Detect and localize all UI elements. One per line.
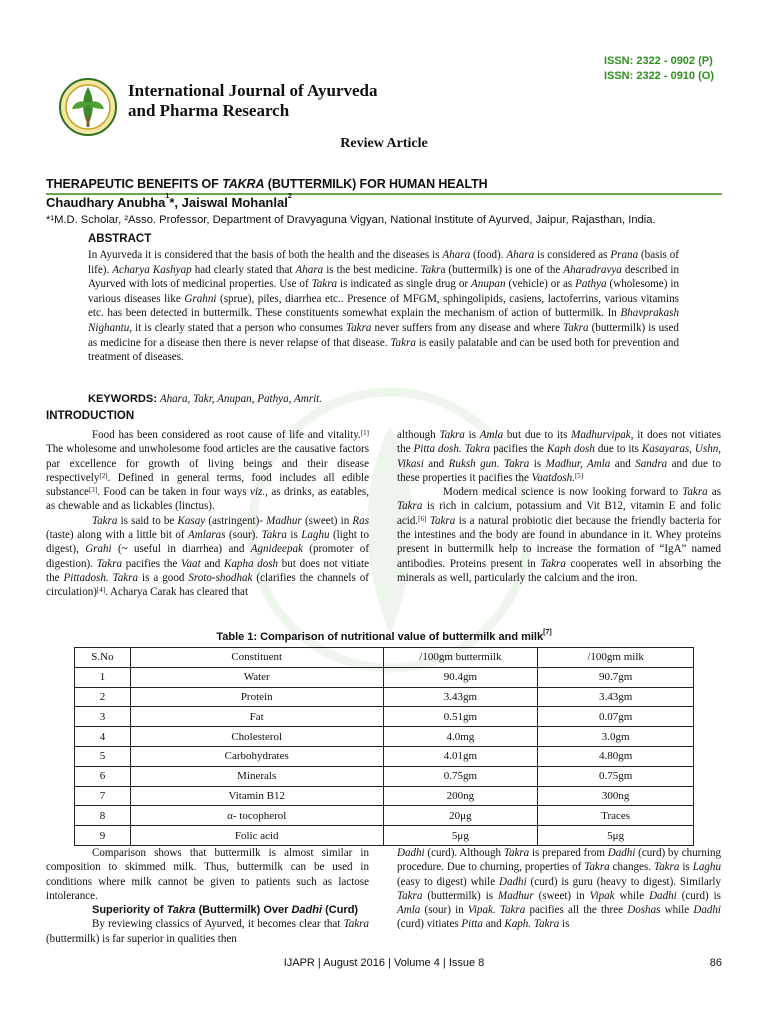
table-cell: Water bbox=[130, 667, 383, 687]
table-cell: Folic acid bbox=[130, 826, 383, 846]
table-cell: 6 bbox=[75, 766, 131, 786]
keywords-list: Ahara, Takr, Anupan, Pathya, Amrit. bbox=[159, 393, 323, 405]
table-row bbox=[75, 727, 694, 747]
table-row bbox=[75, 667, 694, 687]
keywords bbox=[88, 393, 322, 405]
keywords-label: KEYWORDS: bbox=[88, 393, 158, 405]
table-cell: 5μg bbox=[383, 826, 538, 846]
abstract-text: In Ayurveda it is considered that the basis of both the health and the diseases is Ahara (food). Ahara is considered as Prana (basis of life). Acharya Kashyap had clearly stated that Ahara is the best medicine. Takra (buttermilk) is one of the Aharadravya described in Ayurved with lots of medicinal properties. Use of Takra is indicated as single drug or Anupan (vehicle) or as Pathya (wholesome) in various diseases like Grahni (sprue), piles, diarrhea etc.. Presence of MFGM, sphingolipids, casiens, lactoferrins, various vitamins etc. has been detected in buttermilk. These constituents somewhat explain the mechanism of action of buttermilk. In Bhavprakash Nighantu, it is clearly stated that a person who consumes Takra never suffers from any disease and where Takra (buttermilk) is used as medicine for a disease then there is never relapse of that disease. Takra is easily palatable and can be used both for prevention and treatment of diseases. bbox=[88, 249, 680, 364]
table-cell: 3.0gm bbox=[538, 727, 694, 747]
bottom-column-left bbox=[46, 846, 369, 946]
author-2: Jaiswal Mohanlal bbox=[181, 195, 288, 210]
issn-print: ISSN: 2322 - 0902 (P) bbox=[603, 55, 713, 67]
page-footer: IJAPR | August 2016 | Volume 4 | Issue 8 bbox=[283, 957, 485, 969]
table-row bbox=[75, 687, 694, 707]
author-star: *, bbox=[169, 195, 182, 210]
table-cell: 0.51gm bbox=[383, 707, 538, 727]
article-title bbox=[46, 177, 488, 191]
table-cell: 5 bbox=[75, 746, 131, 766]
paragraph: Comparison shows that buttermilk is almost similar in composition to skimmed milk. Thus, buttermilk can be used in conditions where milk cannot be given to patients such as lactose intolerance. bbox=[46, 847, 369, 902]
author-2-sup: 2 bbox=[287, 193, 292, 200]
page-number: 86 bbox=[709, 957, 722, 969]
table-caption-text: Table 1: Comparison of nutritional value of buttermilk and milk bbox=[216, 631, 544, 643]
table-row bbox=[75, 786, 694, 806]
section-subheading: Superiority of Takra (Buttermilk) Over Dadhi (Curd) bbox=[92, 904, 359, 917]
table-header-cell: S.No bbox=[75, 648, 131, 668]
table-row bbox=[75, 806, 694, 826]
author-1: Chaudhary Anubha bbox=[46, 195, 166, 210]
issn-block bbox=[604, 54, 714, 84]
journal-title-line1: International Journal of Ayurveda bbox=[128, 81, 378, 100]
table-cell: 200ng bbox=[383, 786, 538, 806]
table-cell: Fat bbox=[130, 707, 383, 727]
table-cell: Carbohydrates bbox=[130, 746, 383, 766]
table-header-row bbox=[75, 648, 694, 668]
table-cell: 7 bbox=[75, 786, 131, 806]
authors bbox=[46, 195, 292, 210]
table-row bbox=[75, 707, 694, 727]
table-cell: 20μg bbox=[383, 806, 538, 826]
table-cell: Cholesterol bbox=[130, 727, 383, 747]
title-post: (BUTTERMILK) FOR HUMAN HEALTH bbox=[264, 177, 488, 191]
journal-title bbox=[128, 81, 378, 121]
journal-logo-icon bbox=[58, 77, 118, 137]
title-pre: THERAPEUTIC BENEFITS OF bbox=[46, 177, 223, 191]
table-cell: 0.07gm bbox=[538, 707, 694, 727]
table-header-cell: Constituent bbox=[130, 648, 383, 668]
table-cell: 3.43gm bbox=[383, 687, 538, 707]
article-type: Review Article bbox=[340, 136, 428, 151]
table-cell: 300ng bbox=[538, 786, 694, 806]
table-cell: 0.75gm bbox=[538, 766, 694, 786]
table-cell: α- tocopherol bbox=[130, 806, 383, 826]
table-header-cell: /100gm buttermilk bbox=[383, 648, 538, 668]
table-cell: 5μg bbox=[538, 826, 694, 846]
table-cell: 3.43gm bbox=[538, 687, 694, 707]
table-cell: Minerals bbox=[130, 766, 383, 786]
table-cell: 4.0mg bbox=[383, 727, 538, 747]
table-cell: 2 bbox=[75, 687, 131, 707]
paragraph: Food has been considered as root cause of life and vitality.[1] The wholesome and unwholesome food articles are the causative factors par excellence for growth of living beings and their disease respectively[2]. Defined in general terms, food includes all edible substance[3]. Food can be taken in four ways viz., as drinks, as eatables, as chewable and as lickables (linctus). bbox=[46, 429, 369, 513]
table-caption bbox=[0, 631, 768, 643]
journal-title-line2: and Pharma Research bbox=[128, 101, 290, 120]
bottom-column-right bbox=[397, 846, 721, 932]
table-cell: 3 bbox=[75, 707, 131, 727]
table-cell: 4.01gm bbox=[383, 746, 538, 766]
title-italic: TAKRA bbox=[222, 177, 265, 191]
paragraph: Takra is said to be Kasay (astringent)- Madhur (sweet) in Ras (taste) along with a little bit of Amlaras (sour). Takra is Laghu (light to digest), Grahi (~ useful in diarrhea) and Agnideepak (promoter of digestion). Takra pacifies the Vaat and Kapha dosh but does not vitiate the Pittadosh. Takra is a good Sroto-shodhak (clarifies the channels of circulation)[4]. Acharya Carak has cleared that bbox=[46, 514, 369, 599]
table-row bbox=[75, 826, 694, 846]
table-header-cell: /100gm milk bbox=[538, 648, 694, 668]
paragraph: Modern medical science is now looking forward to Takra as Takra is rich in calcium, potassium and Vit B12, vitamin E and folic acid.[6] Takra is a natural probiotic diet because the friendly bacteria for the intestines and the body are found in abundance in it. Whey proteins present in buttermilk help to increase the formation of “IgA” named antibodies. Proteins present in Takra cooperates well in absorbing the minerals as well, particularly the calcium and the iron. bbox=[397, 486, 721, 584]
table-cell: 8 bbox=[75, 806, 131, 826]
paragraph: although Takra is Amla but due to its Madhurvipak, it does not vitiates the Pitta dosh. Takra pacifies the Kaph dosh due to its Kasayaras, Ushn, Vikasi and Ruksh gun. Takra is Madhur, Amla and Sandra and due to these properties it pacifies the Vaatdosh.[5] bbox=[397, 429, 722, 484]
table-cell: 9 bbox=[75, 826, 131, 846]
intro-column-left bbox=[46, 428, 369, 600]
table-cell: Traces bbox=[538, 806, 694, 826]
table-row bbox=[75, 766, 694, 786]
table-cell: 90.7gm bbox=[538, 667, 694, 687]
issn-online: ISSN: 2322 - 0910 (O) bbox=[603, 70, 714, 82]
intro-column-right bbox=[397, 428, 721, 585]
introduction-heading: INTRODUCTION bbox=[46, 410, 135, 422]
table-cell: 4.80gm bbox=[538, 746, 694, 766]
table-cell: 90.4gm bbox=[383, 667, 538, 687]
table-cell: 0.75gm bbox=[383, 766, 538, 786]
table-cell: 1 bbox=[75, 667, 131, 687]
paragraph: Dadhi (curd). Although Takra is prepared from Dadhi (curd) by churning procedure. Due to churning, properties of Takra changes. Takra is Laghu (easy to digest) while Dadhi (curd) is guru (heavy to digest). Similarly Takra (buttermilk) is Madhur (sweet) in Vipak while Dadhi (curd) is Amla (sour) in Vipak. Takra pacifies all the three Doshas while Dadhi (curd) vitiates Pitta and Kaph. Takra is bbox=[397, 847, 722, 931]
table-row bbox=[75, 746, 694, 766]
author-1-sup: 1 bbox=[165, 193, 170, 200]
abstract-heading: ABSTRACT bbox=[88, 233, 152, 245]
paragraph: By reviewing classics of Ayurved, it becomes clear that Takra (buttermilk) is far superior in qualities then bbox=[46, 918, 369, 945]
table-cell: Vitamin B12 bbox=[130, 786, 383, 806]
nutrition-table bbox=[74, 647, 694, 846]
affiliation: *¹M.D. Scholar, ²Asso. Professor, Department of Dravyaguna Vigyan, National Institute of Ayurved, Jaipur, Rajasthan, India. bbox=[46, 214, 656, 226]
table-cell: 4 bbox=[75, 727, 131, 747]
table-cell: Protein bbox=[130, 687, 383, 707]
table-caption-ref: [7] bbox=[543, 629, 552, 636]
